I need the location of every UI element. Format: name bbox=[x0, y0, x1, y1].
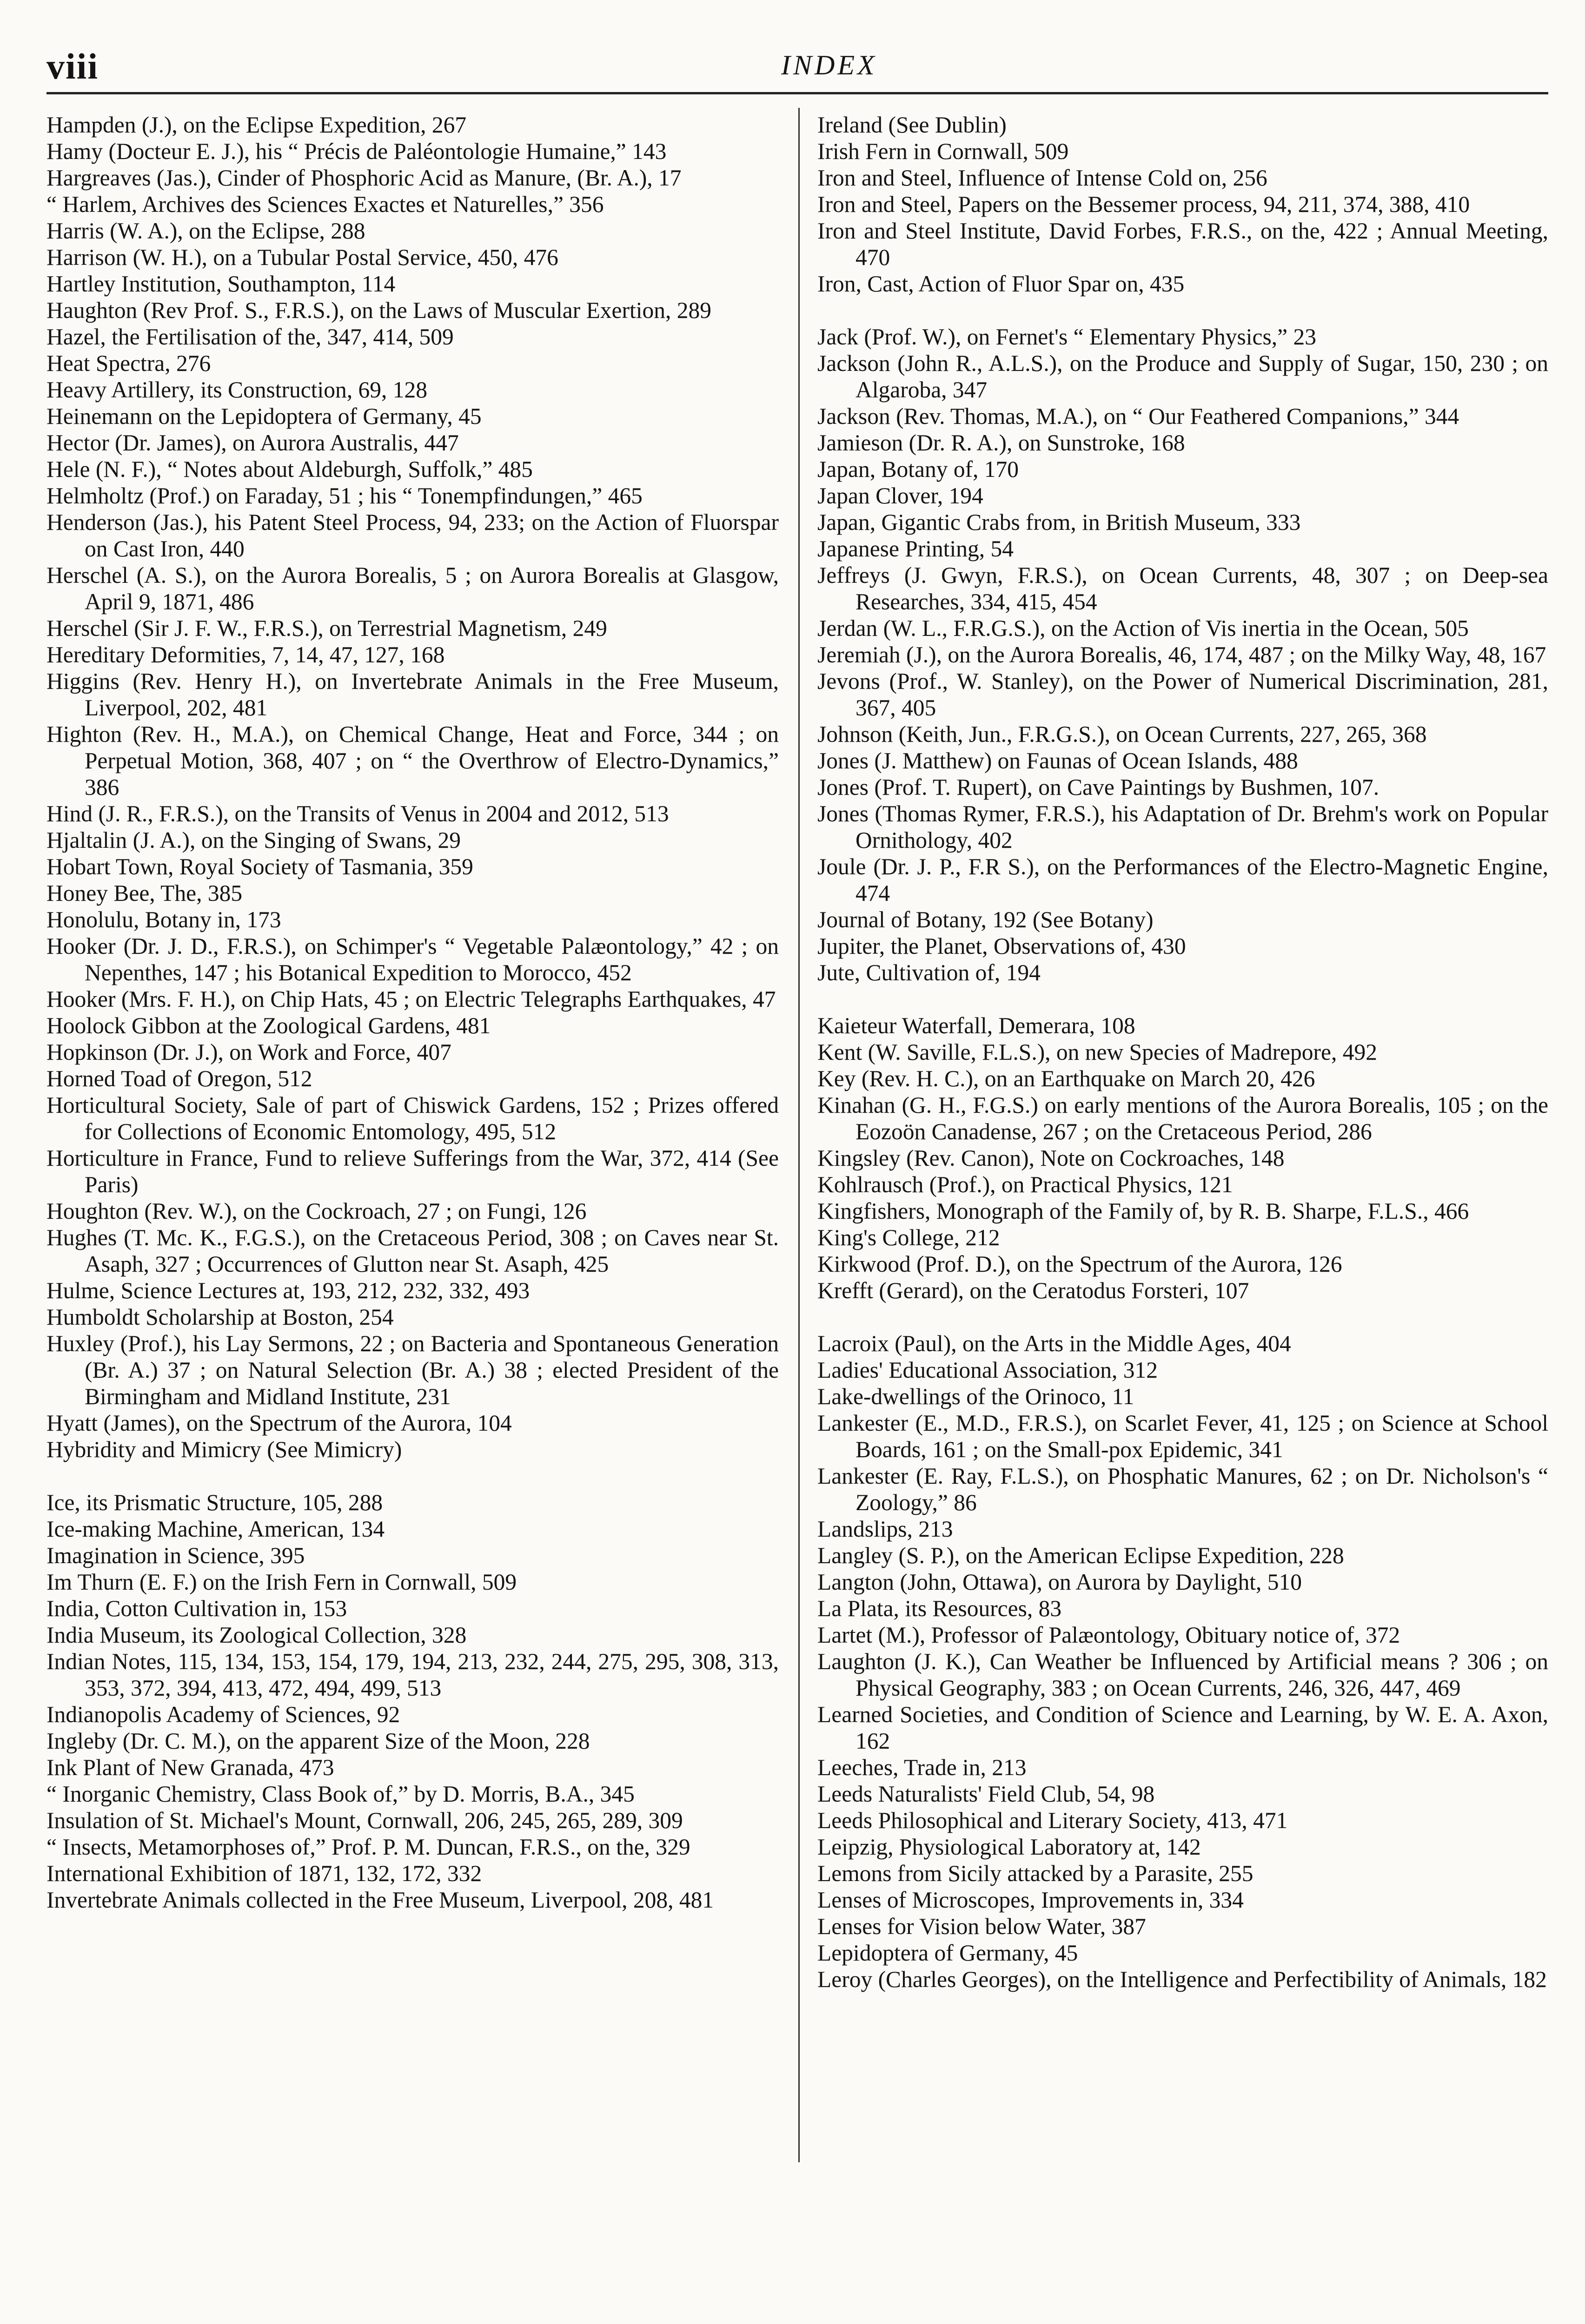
section-gap bbox=[817, 297, 1548, 324]
index-entry: Haughton (Rev Prof. S., F.R.S.), on the Laws of Muscular Exertion, 289 bbox=[46, 297, 712, 323]
index-entry: Japan, Gigantic Crabs from, in British Museum, 333 bbox=[817, 509, 1301, 535]
index-entry: Japan, Botany of, 170 bbox=[817, 456, 1019, 482]
index-entry: Japanese Printing, 54 bbox=[817, 536, 1014, 561]
index-entry: “ Insects, Metamorphoses of,” Prof. P. M. Duncan, F.R.S., on the, 329 bbox=[46, 1834, 690, 1860]
index-entry: Hjaltalin (J. A.), on the Singing of Swans, 29 bbox=[46, 827, 461, 853]
index-entry: Humboldt Scholarship at Boston, 254 bbox=[46, 1304, 394, 1330]
section-gap bbox=[46, 1463, 779, 1489]
index-entry: Lenses for Vision below Water, 387 bbox=[817, 1914, 1146, 1939]
index-entry: Ireland (See Dublin) bbox=[817, 112, 1007, 138]
index-entry: Hyatt (James), on the Spectrum of the Aurora, 104 bbox=[46, 1410, 512, 1436]
index-entry: Jevons (Prof., W. Stanley), on the Power of Numerical Discrimination, 281, 367, 405 bbox=[817, 668, 1548, 720]
index-entry: Leroy (Charles Georges), on the Intelligence and Perfectibility of Animals, 182 bbox=[817, 1967, 1547, 1992]
index-entry: Learned Societies, and Condition of Science and Learning, by W. E. A. Axon, 162 bbox=[817, 1702, 1548, 1754]
index-column-right bbox=[817, 112, 1548, 1993]
index-entry: Langton (John, Ottawa), on Aurora by Daylight, 510 bbox=[817, 1569, 1302, 1595]
index-entry: Heinemann on the Lepidoptera of Germany, 45 bbox=[46, 403, 482, 429]
index-entry: Ingleby (Dr. C. M.), on the apparent Size of the Moon, 228 bbox=[46, 1728, 590, 1754]
index-entry: Jeremiah (J.), on the Aurora Borealis, 46, 174, 487 ; on the Milky Way, 48, 167 bbox=[817, 642, 1546, 667]
index-entry: Henderson (Jas.), his Patent Steel Process, 94, 233; on the Action of Fluorspar on Cast Iron, 440 bbox=[46, 509, 779, 561]
index-entry: Jackson (Rev. Thomas, M.A.), on “ Our Feathered Companions,” 344 bbox=[817, 403, 1459, 429]
index-entry: Ink Plant of New Granada, 473 bbox=[46, 1755, 334, 1780]
index-entry: Insulation of St. Michael's Mount, Cornwall, 206, 245, 265, 289, 309 bbox=[46, 1808, 683, 1833]
index-entry: Iron and Steel Institute, David Forbes, F.R.S., on the, 422 ; Annual Meeting, 470 bbox=[817, 218, 1548, 270]
index-entry: Horned Toad of Oregon, 512 bbox=[46, 1066, 312, 1091]
index-entry: Iron and Steel, Papers on the Bessemer process, 94, 211, 374, 388, 410 bbox=[817, 191, 1470, 217]
index-entry: Imagination in Science, 395 bbox=[46, 1543, 305, 1568]
index-entry: Laughton (J. K.), Can Weather be Influenced by Artificial means ? 306 ; on Physical Geography, 383 ; on Ocean Currents, 246, 326, 447, 469 bbox=[817, 1649, 1548, 1701]
index-entry: Iron, Cast, Action of Fluor Spar on, 435 bbox=[817, 271, 1185, 297]
index-entry: Krefft (Gerard), on the Ceratodus Forsteri, 107 bbox=[817, 1278, 1249, 1303]
index-entry: Jute, Cultivation of, 194 bbox=[817, 960, 1041, 985]
index-entry: Jackson (John R., A.L.S.), on the Produce and Supply of Sugar, 150, 230 ; on Algaroba, 347 bbox=[817, 350, 1548, 403]
index-entry: Irish Fern in Cornwall, 509 bbox=[817, 139, 1069, 164]
index-entry: Hargreaves (Jas.), Cinder of Phosphoric Acid as Manure, (Br. A.), 17 bbox=[46, 165, 682, 191]
index-entry: Lankester (E., M.D., F.R.S.), on Scarlet Fever, 41, 125 ; on Science at School Boards, 161 ; on the Small-pox Epidemic, 341 bbox=[817, 1410, 1548, 1462]
index-entry: Lepidoptera of Germany, 45 bbox=[817, 1940, 1078, 1966]
index-entry: Kingfishers, Monograph of the Family of, by R. B. Sharpe, F.L.S., 466 bbox=[817, 1198, 1469, 1224]
index-entry: La Plata, its Resources, 83 bbox=[817, 1596, 1062, 1621]
index-entry: Jupiter, the Planet, Observations of, 430 bbox=[817, 933, 1186, 959]
index-entry: Jeffreys (J. Gwyn, F.R.S.), on Ocean Currents, 48, 307 ; on Deep-sea Researches, 334, 415, 454 bbox=[817, 562, 1548, 614]
index-entry: Indian Notes, 115, 134, 153, 154, 179, 194, 213, 232, 244, 275, 295, 308, 313, 353, 372, 394, 413, 472, 494, 499, 513 bbox=[46, 1649, 779, 1701]
index-entry: Herschel (Sir J. F. W., F.R.S.), on Terrestrial Magnetism, 249 bbox=[46, 615, 607, 641]
index-entry: Herschel (A. S.), on the Aurora Borealis, 5 ; on Aurora Borealis at Glasgow, April 9, 1871, 486 bbox=[46, 562, 779, 614]
index-entry: Lartet (M.), Professor of Palæontology, Obituary notice of, 372 bbox=[817, 1622, 1400, 1648]
index-entry: Journal of Botany, 192 (See Botany) bbox=[817, 907, 1154, 932]
index-entry: Invertebrate Animals collected in the Free Museum, Liverpool, 208, 481 bbox=[46, 1887, 714, 1913]
index-entry: Jones (Prof. T. Rupert), on Cave Paintings by Bushmen, 107. bbox=[817, 774, 1379, 800]
index-entry: Hoolock Gibbon at the Zoological Gardens, 481 bbox=[46, 1013, 491, 1038]
index-entry: Ice-making Machine, American, 134 bbox=[46, 1516, 385, 1542]
index-entry: Jones (Thomas Rymer, F.R.S.), his Adaptation of Dr. Brehm's work on Popular Ornithology, 402 bbox=[817, 801, 1548, 853]
index-entry: Hector (Dr. James), on Aurora Australis, 447 bbox=[46, 430, 459, 456]
index-entry: Hopkinson (Dr. J.), on Work and Force, 407 bbox=[46, 1039, 451, 1065]
index-entry: “ Harlem, Archives des Sciences Exactes et Naturelles,” 356 bbox=[46, 191, 604, 217]
index-entry: Harris (W. A.), on the Eclipse, 288 bbox=[46, 218, 365, 244]
index-entry: Huxley (Prof.), his Lay Sermons, 22 ; on Bacteria and Spontaneous Generation (Br. A.) 37 ; on Natural Selection (Br. A.) 38 ; elected President of the Birmingham and Midland Institute, 231 bbox=[46, 1331, 779, 1409]
index-entry: Honey Bee, The, 385 bbox=[46, 880, 243, 906]
index-entry: Hartley Institution, Southampton, 114 bbox=[46, 271, 396, 297]
index-entry: Kinahan (G. H., F.G.S.) on early mentions of the Aurora Borealis, 105 ; on the Eozoön Canadense, 267 ; on the Cretaceous Period, 286 bbox=[817, 1092, 1548, 1144]
index-entry: Kirkwood (Prof. D.), on the Spectrum of the Aurora, 126 bbox=[817, 1251, 1342, 1277]
index-entry: King's College, 212 bbox=[817, 1225, 1000, 1250]
index-entry: Hamy (Docteur E. J.), his “ Précis de Paléontologie Humaine,” 143 bbox=[46, 139, 667, 164]
index-entry: Hind (J. R., F.R.S.), on the Transits of Venus in 2004 and 2012, 513 bbox=[46, 801, 669, 826]
index-entry: Hobart Town, Royal Society of Tasmania, 359 bbox=[46, 854, 473, 879]
index-entry: Leeds Philosophical and Literary Society, 413, 471 bbox=[817, 1808, 1288, 1833]
index-entry: Jamieson (Dr. R. A.), on Sunstroke, 168 bbox=[817, 430, 1185, 456]
index-entry: Langley (S. P.), on the American Eclipse Expedition, 228 bbox=[817, 1543, 1344, 1568]
index-entry: India Museum, its Zoological Collection, 328 bbox=[46, 1622, 467, 1648]
index-entry: Horticulture in France, Fund to relieve Sufferings from the War, 372, 414 (See Paris) bbox=[46, 1145, 779, 1197]
index-entry: Leeches, Trade in, 213 bbox=[817, 1755, 1027, 1780]
page-number: viii bbox=[46, 46, 99, 86]
header-rule bbox=[46, 92, 1548, 94]
index-entry: Kaieteur Waterfall, Demerara, 108 bbox=[817, 1013, 1135, 1038]
index-entry: Helmholtz (Prof.) on Faraday, 51 ; his “ Tonempfindungen,” 465 bbox=[46, 483, 643, 508]
index-entry: Leipzig, Physiological Laboratory at, 142 bbox=[817, 1834, 1201, 1860]
index-entry: Kohlrausch (Prof.), on Practical Physics, 121 bbox=[817, 1172, 1233, 1197]
index-entry: Hele (N. F.), “ Notes about Aldeburgh, Suffolk,” 485 bbox=[46, 456, 533, 482]
index-entry: Hereditary Deformities, 7, 14, 47, 127, 168 bbox=[46, 642, 445, 667]
index-entry: Hulme, Science Lectures at, 193, 212, 232, 332, 493 bbox=[46, 1278, 530, 1303]
index-entry: Lenses of Microscopes, Improvements in, 334 bbox=[817, 1887, 1244, 1913]
index-entry: Honolulu, Botany in, 173 bbox=[46, 907, 281, 932]
index-entry: Hughes (T. Mc. K., F.G.S.), on the Cretaceous Period, 308 ; on Caves near St. Asaph, 327 ; Occurrences of Glutton near St. Asaph, 425 bbox=[46, 1225, 779, 1277]
index-entry: Lake-dwellings of the Orinoco, 11 bbox=[817, 1384, 1134, 1409]
running-title: INDEX bbox=[781, 50, 877, 80]
index-entry: Hybridity and Mimicry (See Mimicry) bbox=[46, 1437, 402, 1462]
index-entry: Ladies' Educational Association, 312 bbox=[817, 1357, 1158, 1383]
index-column-left bbox=[46, 112, 779, 1913]
index-entry: Highton (Rev. H., M.A.), on Chemical Change, Heat and Force, 344 ; on Perpetual Motion, 368, 407 ; on “ the Overthrow of Electro-Dynamics,” 386 bbox=[46, 721, 779, 800]
index-entry: Heavy Artillery, its Construction, 69, 128 bbox=[46, 377, 427, 403]
index-entry: Lankester (E. Ray, F.L.S.), on Phosphatic Manures, 62 ; on Dr. Nicholson's “ Zoology,” 86 bbox=[817, 1463, 1548, 1515]
index-entry: Jerdan (W. L., F.R.G.S.), on the Action of Vis inertia in the Ocean, 505 bbox=[817, 615, 1469, 641]
index-entry: Joule (Dr. J. P., F.R S.), on the Performances of the Electro-Magnetic Engine, 474 bbox=[817, 854, 1548, 906]
column-divider bbox=[798, 108, 800, 2162]
section-gap bbox=[817, 1304, 1548, 1330]
index-entry: “ Inorganic Chemistry, Class Book of,” by D. Morris, B.A., 345 bbox=[46, 1781, 635, 1807]
index-entry: Jack (Prof. W.), on Fernet's “ Elementary Physics,” 23 bbox=[817, 324, 1316, 350]
index-entry: International Exhibition of 1871, 132, 172, 332 bbox=[46, 1861, 482, 1886]
index-entry: Key (Rev. H. C.), on an Earthquake on March 20, 426 bbox=[817, 1066, 1315, 1091]
index-entry: Heat Spectra, 276 bbox=[46, 350, 211, 376]
index-entry: Hooker (Dr. J. D., F.R.S.), on Schimper's “ Vegetable Palæontology,” 42 ; on Nepenthes, 147 ; his Botanical Expedition to Morocco, 452 bbox=[46, 933, 779, 985]
index-entry: Japan Clover, 194 bbox=[817, 483, 983, 508]
index-entry: Ice, its Prismatic Structure, 105, 288 bbox=[46, 1490, 383, 1515]
index-entry: Hazel, the Fertilisation of the, 347, 414, 509 bbox=[46, 324, 454, 350]
section-gap bbox=[817, 986, 1548, 1012]
index-entry: Harrison (W. H.), on a Tubular Postal Service, 450, 476 bbox=[46, 244, 558, 270]
index-entry: Johnson (Keith, Jun., F.R.G.S.), on Ocean Currents, 227, 265, 368 bbox=[817, 721, 1427, 747]
index-entry: Houghton (Rev. W.), on the Cockroach, 27 ; on Fungi, 126 bbox=[46, 1198, 587, 1224]
index-entry: Iron and Steel, Influence of Intense Cold on, 256 bbox=[817, 165, 1267, 191]
index-entry: Im Thurn (E. F.) on the Irish Fern in Cornwall, 509 bbox=[46, 1569, 517, 1595]
index-entry: Leeds Naturalists' Field Club, 54, 98 bbox=[817, 1781, 1155, 1807]
index-entry: Lacroix (Paul), on the Arts in the Middle Ages, 404 bbox=[817, 1331, 1291, 1356]
index-entry: Kingsley (Rev. Canon), Note on Cockroaches, 148 bbox=[817, 1145, 1285, 1171]
index-entry: Hampden (J.), on the Eclipse Expedition, 267 bbox=[46, 112, 467, 138]
page-header bbox=[46, 46, 1548, 97]
index-entry: Hooker (Mrs. F. H.), on Chip Hats, 45 ; on Electric Telegraphs Earthquakes, 47 bbox=[46, 986, 776, 1012]
index-entry: Landslips, 213 bbox=[817, 1516, 953, 1542]
index-entry: Horticultural Society, Sale of part of Chiswick Gardens, 152 ; Prizes offered for Collections of Economic Entomology, 495, 512 bbox=[46, 1092, 779, 1144]
index-entry: India, Cotton Cultivation in, 153 bbox=[46, 1596, 347, 1621]
index-entry: Kent (W. Saville, F.L.S.), on new Species of Madrepore, 492 bbox=[817, 1039, 1377, 1065]
index-entry: Jones (J. Matthew) on Faunas of Ocean Islands, 488 bbox=[817, 748, 1298, 773]
index-entry: Lemons from Sicily attacked by a Parasite, 255 bbox=[817, 1861, 1253, 1886]
index-entry: Higgins (Rev. Henry H.), on Invertebrate Animals in the Free Museum, Liverpool, 202, 481 bbox=[46, 668, 779, 720]
index-entry: Indianopolis Academy of Sciences, 92 bbox=[46, 1702, 400, 1727]
